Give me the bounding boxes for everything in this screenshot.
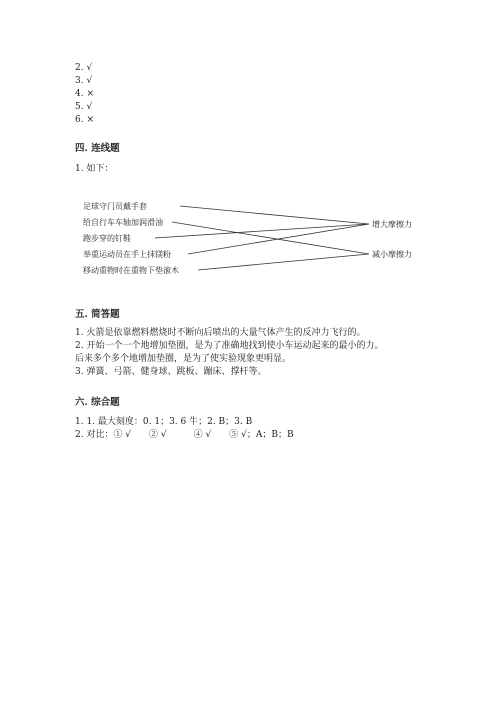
right-item: 增大摩擦力 [372, 220, 412, 229]
connection-line [172, 222, 369, 254]
section-heading-6: 六. 综合题 [75, 397, 120, 408]
answer-line: 6. × [75, 115, 94, 125]
answer-line: 后来多个多个地增加垫圈，是为了使实验现象更明显。 [75, 354, 292, 364]
connection-line [180, 206, 369, 224]
section-heading-5: 五. 简答题 [75, 309, 120, 320]
section-heading-4: 四. 连线题 [75, 143, 120, 154]
section4-item: 1. 如下： [75, 164, 114, 174]
answer-line: 1. 火箭是依靠燃料燃烧时不断向后喷出的大量气体产生的反冲力飞行的。 [75, 328, 366, 338]
answer-line: 4. × [75, 89, 94, 99]
answer-line: 3. √ [75, 76, 93, 86]
left-item: 给自行车车轴加润滑油 [83, 218, 163, 227]
connection-line [155, 224, 369, 238]
connection-lines [155, 206, 369, 270]
answer-line: 2. 开始一个一个地增加垫圈，是为了准确地找到使小车运动起来的最小的力。 [75, 341, 384, 351]
connection-line [198, 254, 369, 270]
left-item: 跑步穿的钉鞋 [83, 234, 131, 243]
left-item: 足球守门员戴手套 [83, 202, 147, 211]
answer-line: 5. √ [75, 102, 93, 112]
matching-diagram [75, 196, 435, 282]
answer-line: 2. 对比：① √ ② √ ④ √ ⑤ √；A；B；B [75, 430, 294, 440]
answer-line: 3. 弹簧、弓箭、健身球、跳板、蹦床、撑杆等。 [75, 367, 267, 377]
answer-line: 1. 1. 最大刻度：0. 1；3. 6 牛；2. B；3. B [75, 417, 253, 427]
left-item: 举重运动员在手上抹镁粉 [83, 250, 171, 259]
answer-line: 2. √ [75, 63, 93, 73]
left-item: 移动重物时在重物下垫滚木 [83, 266, 179, 275]
right-item: 减小摩擦力 [372, 250, 412, 259]
